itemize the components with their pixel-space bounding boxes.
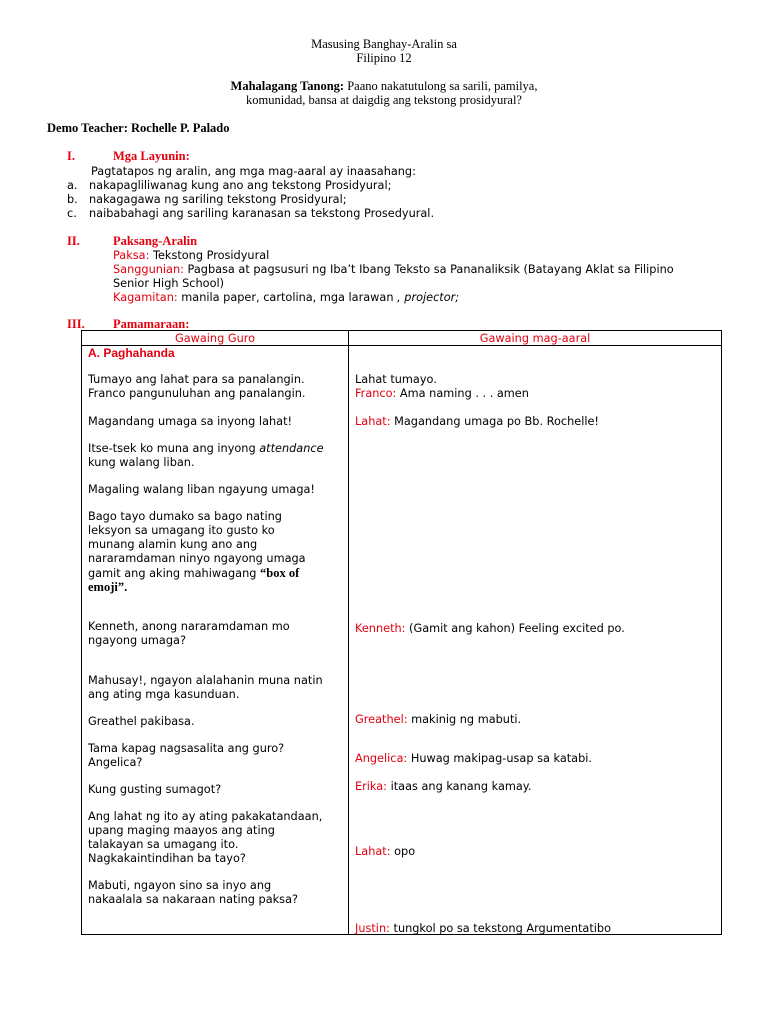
student-response (355, 845, 415, 859)
guro-line: munang alamin kung ano ang (88, 538, 258, 551)
objective-a-letter: a. (67, 179, 78, 192)
guro-line (88, 442, 324, 456)
section2-title: Paksang-Aralin (113, 234, 198, 248)
student-speaker: Greathel: (355, 713, 408, 726)
essential-question-line2: komunidad, bansa at daigdig ang tekstong prosidyural? (246, 93, 522, 107)
paksa-line (113, 249, 269, 262)
objective-b: nakagagawa ng sariling tekstong Prosidyural; (89, 193, 347, 206)
guro-line: Bago tayo dumako sa bago nating (88, 510, 282, 523)
guro-line: leksyon sa umagang ito gusto ko (88, 524, 275, 537)
student-text: opo (390, 845, 416, 858)
student-speaker: Angelica: (355, 752, 408, 765)
objective-b-letter: b. (67, 193, 78, 206)
objective-c: naibabahagi ang sariling karanasan sa tekstong Prosedyural. (89, 207, 435, 220)
guro-line: ang ating mga kasunduan. (88, 688, 240, 701)
guro-line: Tama kapag nagsasalita ang guro? (88, 742, 285, 755)
student-speaker: Erika: (355, 780, 387, 793)
section1-intro: Pagtatapos ng aralin, ang mga mag-aaral ay inaasahang: (91, 165, 416, 178)
document-subtitle: Filipino 12 (356, 51, 412, 65)
header-gawaing-mag-aaral: Gawaing mag-aaral (349, 331, 722, 346)
kagamitan-line (113, 291, 459, 304)
student-speaker: Lahat: (355, 845, 391, 858)
table-header-row (82, 331, 722, 346)
student-text: Ama naming . . . amen (396, 387, 529, 400)
section2-number: II. (67, 234, 80, 248)
guro-line: talakayan sa umagang ito. (88, 838, 239, 851)
kagamitan-value: manila paper, cartolina, mga larawan (177, 291, 394, 304)
student-text: itaas ang kanang kamay. (387, 780, 532, 793)
guro-line: Magandang umaga sa inyong lahat! (88, 415, 293, 428)
paksa-value: Tekstong Prosidyural (149, 249, 270, 262)
guro-box-bold: “box of (260, 566, 300, 580)
guro-line: Ang lahat ng ito ay ating pakakatandaan, (88, 810, 323, 823)
guro-line: ngayong umaga? (88, 634, 186, 647)
guro-attendance-italic: attendance (259, 442, 324, 455)
section3-title: Pamamaraan: (113, 317, 190, 331)
student-speaker: Justin: (355, 922, 390, 935)
student-response (355, 752, 592, 766)
essential-question-label: Mahalagang Tanong: (230, 79, 345, 93)
guro-line: Greathel pakibasa. (88, 715, 195, 728)
guro-line: Mabuti, ngayon sino sa inyo ang (88, 879, 272, 892)
guro-line: Tumayo ang lahat para sa panalangin. (88, 373, 305, 386)
section1-number: I. (67, 149, 75, 163)
sanggunian-line2: Senior High School) (113, 277, 225, 290)
section3-number: III. (67, 317, 85, 331)
student-response (355, 922, 611, 936)
guro-box-text: gamit ang aking mahiwagang (88, 567, 261, 580)
demo-teacher: Demo Teacher: Rochelle P. Palado (47, 121, 230, 135)
student-text: tungkol po sa tekstong Argumentatibo (389, 922, 611, 935)
header-gawaing-guro: Gawaing Guro (82, 331, 349, 346)
student-response (355, 622, 625, 636)
student-response (355, 373, 437, 387)
mag-aaral-cell (349, 346, 722, 935)
student-text: Lahat tumayo. (355, 373, 437, 386)
guro-line: upang maging maayos ang ating (88, 824, 275, 837)
kagamitan-projector: , projector; (393, 291, 460, 304)
table-row (82, 346, 722, 935)
student-text: (Gamit ang kahon) Feeling excited po. (405, 622, 625, 635)
paksa-label: Paksa: (113, 249, 150, 262)
guro-line: Mahusay!, ngayon alalahanin muna natin (88, 674, 323, 687)
student-response (355, 780, 531, 794)
guro-cell (82, 346, 349, 935)
section1-title: Mga Layunin: (113, 149, 190, 163)
lesson-plan-table (81, 330, 722, 935)
guro-line (88, 566, 299, 581)
sanggunian-line (113, 263, 674, 276)
student-response (355, 713, 521, 727)
document-title: Masusing Banghay-Aralin sa (311, 37, 457, 51)
guro-line: Kenneth, anong nararamdaman mo (88, 620, 290, 633)
student-text: Magandang umaga po Bb. Rochelle! (390, 415, 599, 428)
essential-question (0, 79, 768, 94)
guro-line: Nagkakaintindihan ba tayo? (88, 852, 246, 865)
objective-a: nakapagliliwanag kung ano ang tekstong Prosidyural; (89, 179, 392, 192)
guro-line: nararamdaman ninyo ngayong umaga (88, 552, 306, 565)
guro-line: Magaling walang liban ngayung umaga! (88, 483, 315, 496)
guro-line: Angelica? (88, 756, 143, 769)
student-speaker: Kenneth: (355, 622, 406, 635)
sanggunian-label: Sanggunian: (113, 263, 184, 276)
student-response (355, 415, 599, 429)
objective-c-letter: c. (67, 207, 77, 220)
guro-line: Franco pangunuluhan ang panalangin. (88, 387, 306, 400)
guro-line: Kung gusting sumagot? (88, 783, 222, 796)
student-speaker: Franco: (355, 387, 397, 400)
student-speaker: Lahat: (355, 415, 391, 428)
kagamitan-label: Kagamitan: (113, 291, 178, 304)
guro-line: kung walang liban. (88, 456, 195, 469)
guro-attendance-text: Itse-tsek ko muna ang inyong (88, 442, 260, 455)
section-a-heading: A. Paghahanda (88, 346, 175, 360)
guro-emoji-bold: emoji”. (88, 580, 128, 594)
student-text: makinig ng mabuti. (407, 713, 522, 726)
essential-question-text: Paano nakatutulong sa sarili, pamilya, (344, 79, 538, 93)
sanggunian-value: Pagbasa at pagsusuri ng Iba’t Ibang Teksto sa Pananaliksik (Batayang Aklat sa Filipino (183, 263, 674, 276)
guro-line: nakaalala sa nakaraan nating paksa? (88, 893, 298, 906)
student-text: Huwag makipag-usap sa katabi. (407, 752, 593, 765)
student-response (355, 387, 529, 401)
